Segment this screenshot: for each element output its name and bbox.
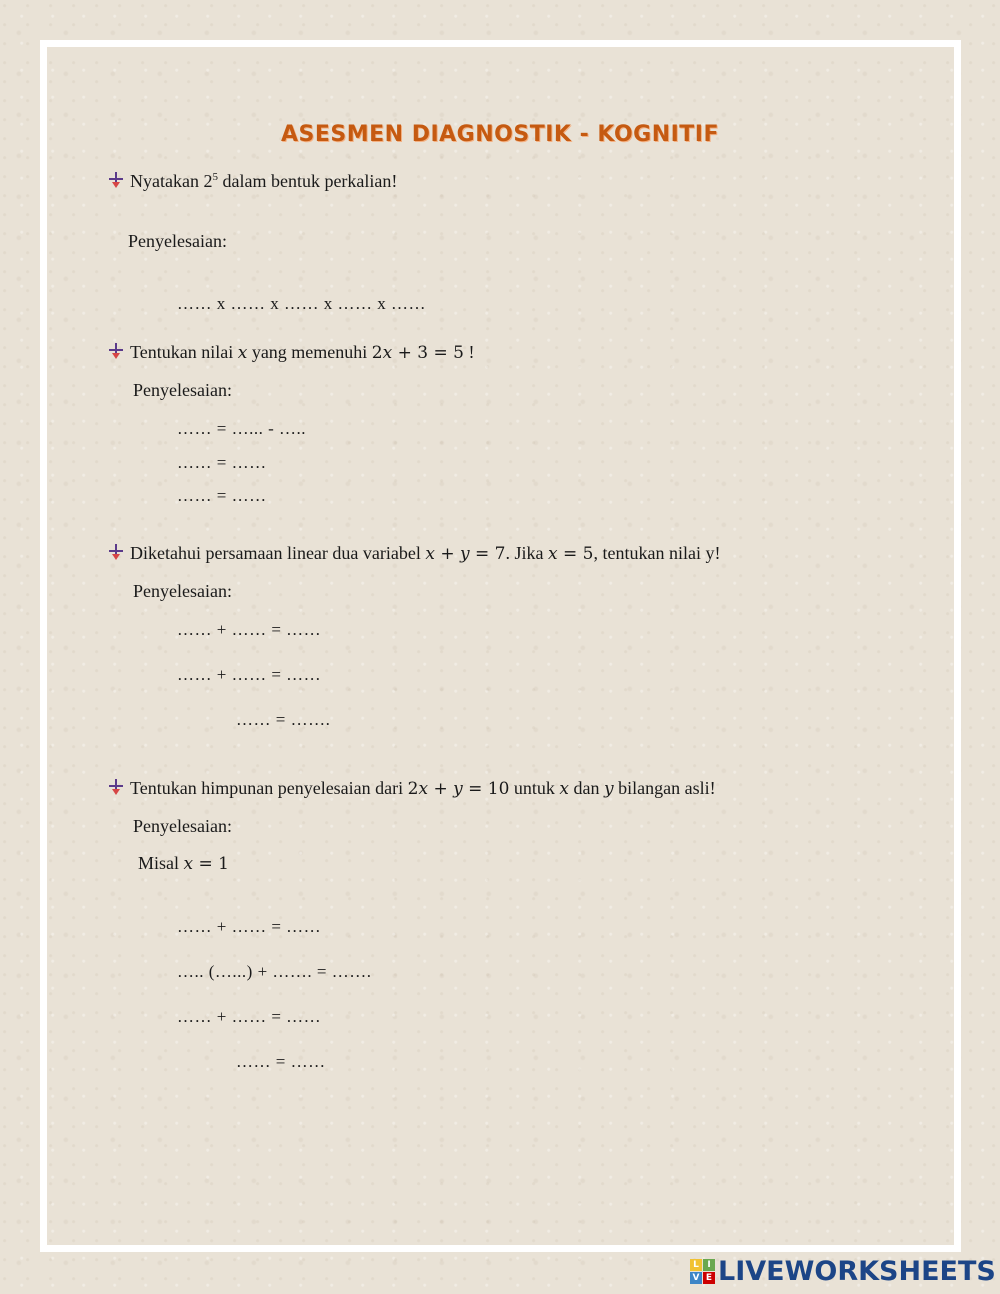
logo-square-e: E bbox=[703, 1272, 715, 1284]
q4-answer-line-3[interactable]: …… + …… = …… bbox=[177, 1007, 322, 1026]
q3-answer-line-1[interactable]: …… + …… = …… bbox=[177, 620, 322, 639]
q4-text-pre: Tentukan himpunan penyelesaian dari bbox=[130, 778, 408, 798]
q2-text-mid: yang memenuhi bbox=[247, 342, 372, 362]
page-frame bbox=[40, 40, 961, 1252]
q4-text-post: bilangan asli! bbox=[613, 778, 716, 798]
q4-answer-line-2[interactable]: ….. (…...) + ……. = ……. bbox=[177, 962, 372, 981]
q2-solution-label: Penyelesaian: bbox=[133, 380, 232, 400]
q3-text-pre: Diketahui persamaan linear dua variabel bbox=[130, 543, 426, 563]
q2-answer-line-3[interactable]: …… = …… bbox=[177, 486, 267, 505]
arrow-down-bullet-icon bbox=[108, 778, 124, 796]
q1-text-pre: Nyatakan 2 bbox=[130, 171, 213, 191]
q3-equation-2: 𝑥 = 5 bbox=[548, 544, 594, 564]
q4-text-mid-2: dan bbox=[569, 778, 605, 798]
logo-squares bbox=[690, 1259, 715, 1284]
q2-equation: 2𝑥 + 3 = 5 bbox=[371, 343, 464, 363]
liveworksheets-logo bbox=[690, 1256, 996, 1286]
q3-solution-label: Penyelesaian: bbox=[133, 581, 232, 601]
q4-misal bbox=[138, 853, 229, 874]
q3-text-post: , tentukan nilai y! bbox=[593, 543, 721, 563]
q1-text-post: dalam bentuk perkalian! bbox=[217, 171, 398, 191]
logo-square-v: V bbox=[690, 1272, 702, 1284]
q1-exponent: 5 bbox=[212, 171, 218, 183]
q1-solution-label: Penyelesaian: bbox=[128, 231, 227, 251]
question-4 bbox=[108, 778, 716, 799]
q4-misal-label: Misal bbox=[138, 853, 184, 873]
q4-variable-y: 𝑦 bbox=[604, 779, 614, 799]
logo-text: LIVEWORKSHEETS bbox=[718, 1255, 996, 1287]
question-1 bbox=[108, 171, 397, 192]
q2-variable: x bbox=[237, 343, 248, 363]
logo-square-l: L bbox=[690, 1259, 702, 1271]
page-title: ASESMEN DIAGNOSTIK - KOGNITIF bbox=[280, 122, 720, 147]
question-3 bbox=[108, 543, 720, 564]
q4-misal-equation: 𝑥 = 1 bbox=[183, 854, 229, 874]
q3-equation-1: 𝑥 + 𝑦 = 7 bbox=[425, 544, 506, 564]
q3-answer-line-3[interactable]: …… = ……. bbox=[236, 710, 331, 729]
q2-answer-line-2[interactable]: …… = …… bbox=[177, 453, 267, 472]
arrow-down-bullet-icon bbox=[108, 342, 124, 360]
q1-answer-line[interactable]: …… x …… x …… x …… x …… bbox=[177, 294, 426, 313]
logo-square-i: I bbox=[703, 1259, 715, 1271]
q4-answer-line-1[interactable]: …… + …… = …… bbox=[177, 917, 322, 936]
q2-text-pre: Tentukan nilai bbox=[130, 342, 238, 362]
q3-answer-line-2[interactable]: …… + …… = …… bbox=[177, 665, 322, 684]
q4-variable-x: 𝑥 bbox=[559, 779, 570, 799]
q2-answer-line-1[interactable]: …… = …... - ….. bbox=[177, 419, 306, 438]
q4-answer-line-4[interactable]: …… = …… bbox=[236, 1052, 326, 1071]
q4-equation: 2𝑥 + 𝑦 = 10 bbox=[407, 779, 510, 799]
q2-text-post: ! bbox=[463, 342, 475, 362]
q4-solution-label: Penyelesaian: bbox=[133, 816, 232, 836]
arrow-down-bullet-icon bbox=[108, 171, 124, 189]
arrow-down-bullet-icon bbox=[108, 543, 124, 561]
q4-text-mid-1: untuk bbox=[509, 778, 560, 798]
q3-text-mid: . Jika bbox=[505, 543, 548, 563]
question-2 bbox=[108, 342, 474, 363]
